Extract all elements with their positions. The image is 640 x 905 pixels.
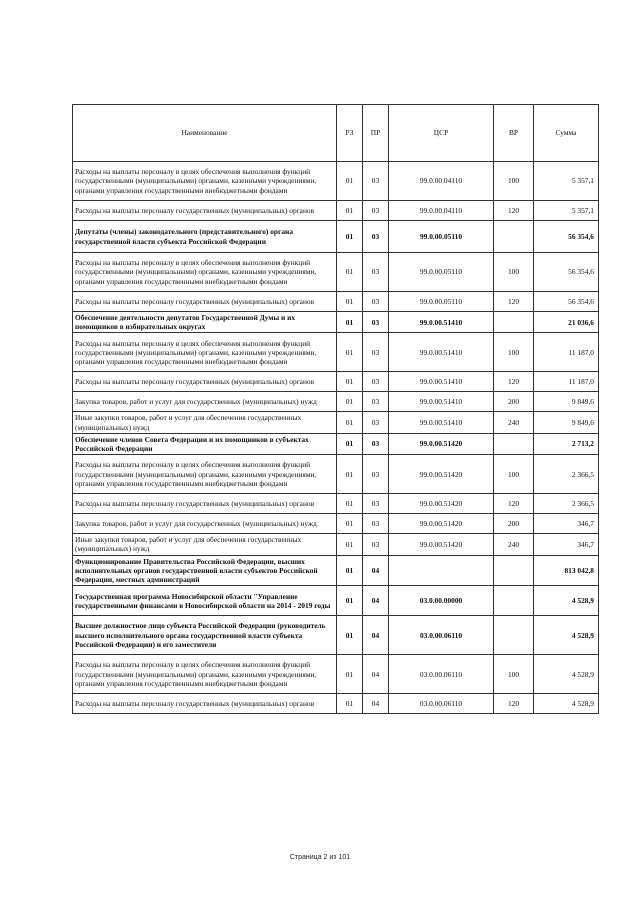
cell-rz: 01 xyxy=(337,555,363,586)
cell-sum: 56 354,6 xyxy=(534,292,599,312)
cell-rz: 01 xyxy=(337,455,363,494)
cell-name: Функционирование Правительства Российской Федерации, высших исполнительных органов государственной власти субъектов Российской Федерации, местных администраций xyxy=(73,555,337,586)
cell-rz: 01 xyxy=(337,534,363,555)
cell-vr: 120 xyxy=(494,694,534,714)
cell-vr: 100 xyxy=(494,162,534,201)
cell-sum: 9 849,6 xyxy=(534,392,599,412)
cell-rz: 01 xyxy=(337,333,363,372)
cell-vr: 120 xyxy=(494,292,534,312)
cell-pr: 04 xyxy=(363,655,389,694)
cell-rz: 01 xyxy=(337,433,363,454)
table-body xyxy=(73,162,599,714)
cell-pr: 04 xyxy=(363,616,389,655)
cell-pr: 03 xyxy=(363,494,389,514)
cell-pr: 03 xyxy=(363,372,389,392)
cell-name: Иные закупки товаров, работ и услуг для обеспечения государственных (муниципальных) нужд xyxy=(73,412,337,433)
cell-sum: 4 528,9 xyxy=(534,694,599,714)
cell-vr: 240 xyxy=(494,534,534,555)
cell-sum: 2 366,5 xyxy=(534,494,599,514)
cell-vr xyxy=(494,312,534,333)
table-row xyxy=(73,494,599,514)
cell-sum: 21 036,6 xyxy=(534,312,599,333)
cell-pr: 04 xyxy=(363,555,389,586)
cell-pr: 03 xyxy=(363,201,389,221)
cell-csr: 99.0.00.05110 xyxy=(389,253,494,292)
cell-csr: 03.0.00.06110 xyxy=(389,616,494,655)
cell-rz: 01 xyxy=(337,586,363,616)
cell-csr: 03.0.00.06110 xyxy=(389,655,494,694)
cell-vr: 100 xyxy=(494,253,534,292)
table-row xyxy=(73,514,599,534)
cell-sum: 346,7 xyxy=(534,514,599,534)
table-row xyxy=(73,455,599,494)
cell-rz: 01 xyxy=(337,655,363,694)
cell-vr: 100 xyxy=(494,455,534,494)
cell-rz: 01 xyxy=(337,412,363,433)
budget-table xyxy=(72,104,599,714)
cell-rz: 01 xyxy=(337,392,363,412)
table-row xyxy=(73,534,599,555)
cell-name: Расходы на выплаты персоналу в целях обеспечения выполнения функций государственными (муниципальными) органами, казенными учреждениями, органами управления государственными внебюджетными фондами xyxy=(73,455,337,494)
cell-vr xyxy=(494,433,534,454)
cell-csr: 99.0.00.51410 xyxy=(389,312,494,333)
cell-name: Высшее должностное лицо субъекта Российской Федерации (руководитель высшего исполнительного органа государственной власти субъекта Российской Федерации) и его заместители xyxy=(73,616,337,655)
cell-vr: 240 xyxy=(494,412,534,433)
cell-csr: 99.0.00.51420 xyxy=(389,455,494,494)
table-row xyxy=(73,312,599,333)
cell-name: Депутаты (члены) законодательного (представительного) органа государственной власти субъекта Российской Федерации xyxy=(73,221,337,253)
cell-sum: 4 528,9 xyxy=(534,655,599,694)
cell-sum: 56 354,6 xyxy=(534,221,599,253)
cell-pr: 03 xyxy=(363,392,389,412)
table-row xyxy=(73,433,599,454)
cell-vr: 120 xyxy=(494,201,534,221)
table-row xyxy=(73,392,599,412)
cell-vr xyxy=(494,586,534,616)
cell-name: Закупка товаров, работ и услуг для государственных (муниципальных) нужд xyxy=(73,514,337,534)
cell-rz: 01 xyxy=(337,292,363,312)
cell-vr: 120 xyxy=(494,494,534,514)
cell-csr: 99.0.00.05110 xyxy=(389,292,494,312)
cell-csr: 99.0.00.51420 xyxy=(389,433,494,454)
cell-sum: 9 849,6 xyxy=(534,412,599,433)
cell-pr: 03 xyxy=(363,253,389,292)
cell-pr: 03 xyxy=(363,412,389,433)
table-row xyxy=(73,253,599,292)
cell-name: Закупка товаров, работ и услуг для государственных (муниципальных) нужд xyxy=(73,392,337,412)
column-header-rz: РЗ xyxy=(337,105,363,162)
column-header-name: Наименование xyxy=(73,105,337,162)
cell-pr: 03 xyxy=(363,162,389,201)
cell-name: Расходы на выплаты персоналу государственных (муниципальных) органов xyxy=(73,292,337,312)
cell-name: Расходы на выплаты персоналу государственных (муниципальных) органов xyxy=(73,201,337,221)
table-row xyxy=(73,372,599,392)
cell-sum: 5 357,1 xyxy=(534,201,599,221)
cell-sum: 56 354,6 xyxy=(534,253,599,292)
column-header-sum: Сумма xyxy=(534,105,599,162)
table-row xyxy=(73,162,599,201)
cell-name: Расходы на выплаты персоналу в целях обеспечения выполнения функций государственными (муниципальными) органами, казенными учреждениями, органами управления государственными внебюджетными фондами xyxy=(73,333,337,372)
cell-csr: 99.0.00.04110 xyxy=(389,201,494,221)
cell-rz: 01 xyxy=(337,253,363,292)
cell-sum: 11 187,0 xyxy=(534,333,599,372)
cell-sum: 4 528,9 xyxy=(534,616,599,655)
cell-csr: 99.0.00.51410 xyxy=(389,412,494,433)
cell-rz: 01 xyxy=(337,372,363,392)
cell-csr: 99.0.00.51420 xyxy=(389,514,494,534)
cell-sum: 4 528,9 xyxy=(534,586,599,616)
column-header-csr: ЦСР xyxy=(389,105,494,162)
cell-name: Расходы на выплаты персоналу в целях обеспечения выполнения функций государственными (муниципальными) органами, казенными учреждениями, органами управления государственными внебюджетными фондами xyxy=(73,253,337,292)
cell-name: Расходы на выплаты персоналу в целях обеспечения выполнения функций государственными (муниципальными) органами, казенными учреждениями, органами управления государственными внебюджетными фондами xyxy=(73,162,337,201)
table-row xyxy=(73,201,599,221)
cell-name: Расходы на выплаты персоналу государственных (муниципальных) органов xyxy=(73,694,337,714)
cell-csr: 99.0.00.51410 xyxy=(389,372,494,392)
cell-sum: 11 187,0 xyxy=(534,372,599,392)
cell-csr: 99.0.00.51420 xyxy=(389,534,494,555)
page-number: Страница 2 из 101 xyxy=(289,854,351,861)
cell-rz: 01 xyxy=(337,221,363,253)
cell-rz: 01 xyxy=(337,494,363,514)
table-row xyxy=(73,292,599,312)
cell-vr: 200 xyxy=(494,392,534,412)
cell-vr: 100 xyxy=(494,333,534,372)
cell-name: Расходы на выплаты персоналу в целях обеспечения выполнения функций государственными (муниципальными) органами, казенными учреждениями, органами управления государственными внебюджетными фондами xyxy=(73,655,337,694)
cell-pr: 03 xyxy=(363,221,389,253)
cell-name: Обеспечение членов Совета Федерации и их помощников в субъектах Российской Федерации xyxy=(73,433,337,454)
cell-pr: 03 xyxy=(363,514,389,534)
cell-rz: 01 xyxy=(337,201,363,221)
cell-rz: 01 xyxy=(337,162,363,201)
cell-csr: 99.0.00.04110 xyxy=(389,162,494,201)
cell-name: Обеспечение деятельности депутатов Государственной Думы и их помощников в избирательных округах xyxy=(73,312,337,333)
cell-sum: 5 357,1 xyxy=(534,162,599,201)
table-row xyxy=(73,586,599,616)
column-header-vr: ВР xyxy=(494,105,534,162)
cell-vr xyxy=(494,555,534,586)
cell-sum: 2 366,5 xyxy=(534,455,599,494)
cell-rz: 01 xyxy=(337,694,363,714)
cell-csr xyxy=(389,555,494,586)
cell-csr: 03.0.00.06110 xyxy=(389,694,494,714)
cell-vr: 200 xyxy=(494,514,534,534)
cell-csr: 99.0.00.51410 xyxy=(389,392,494,412)
cell-name: Расходы на выплаты персоналу государственных (муниципальных) органов xyxy=(73,372,337,392)
cell-rz: 01 xyxy=(337,616,363,655)
cell-pr: 03 xyxy=(363,455,389,494)
cell-sum: 346,7 xyxy=(534,534,599,555)
cell-pr: 04 xyxy=(363,694,389,714)
cell-name: Расходы на выплаты персоналу государственных (муниципальных) органов xyxy=(73,494,337,514)
cell-csr: 99.0.00.51420 xyxy=(389,494,494,514)
cell-pr: 03 xyxy=(363,433,389,454)
table-row xyxy=(73,221,599,253)
cell-sum: 813 042,8 xyxy=(534,555,599,586)
table-header-row xyxy=(73,105,599,162)
cell-pr: 03 xyxy=(363,534,389,555)
cell-vr xyxy=(494,221,534,253)
cell-pr: 03 xyxy=(363,333,389,372)
cell-pr: 04 xyxy=(363,586,389,616)
cell-rz: 01 xyxy=(337,514,363,534)
cell-sum: 2 713,2 xyxy=(534,433,599,454)
cell-vr: 120 xyxy=(494,372,534,392)
cell-csr: 99.0.00.51410 xyxy=(389,333,494,372)
cell-rz: 01 xyxy=(337,312,363,333)
cell-pr: 03 xyxy=(363,292,389,312)
column-header-pr: ПР xyxy=(363,105,389,162)
cell-vr: 100 xyxy=(494,655,534,694)
cell-name: Государственная программа Новосибирской области "Управление государственными финансами в Новосибирской области на 2014 - 2019 годы xyxy=(73,586,337,616)
table-row xyxy=(73,655,599,694)
cell-csr: 99.0.00.05110 xyxy=(389,221,494,253)
cell-vr xyxy=(494,616,534,655)
table-row xyxy=(73,616,599,655)
table-row xyxy=(73,412,599,433)
cell-csr: 03.0.00.00000 xyxy=(389,586,494,616)
cell-pr: 03 xyxy=(363,312,389,333)
table-row xyxy=(73,333,599,372)
cell-name: Иные закупки товаров, работ и услуг для обеспечения государственных (муниципальных) нужд xyxy=(73,534,337,555)
table-row xyxy=(73,555,599,586)
table-row xyxy=(73,694,599,714)
